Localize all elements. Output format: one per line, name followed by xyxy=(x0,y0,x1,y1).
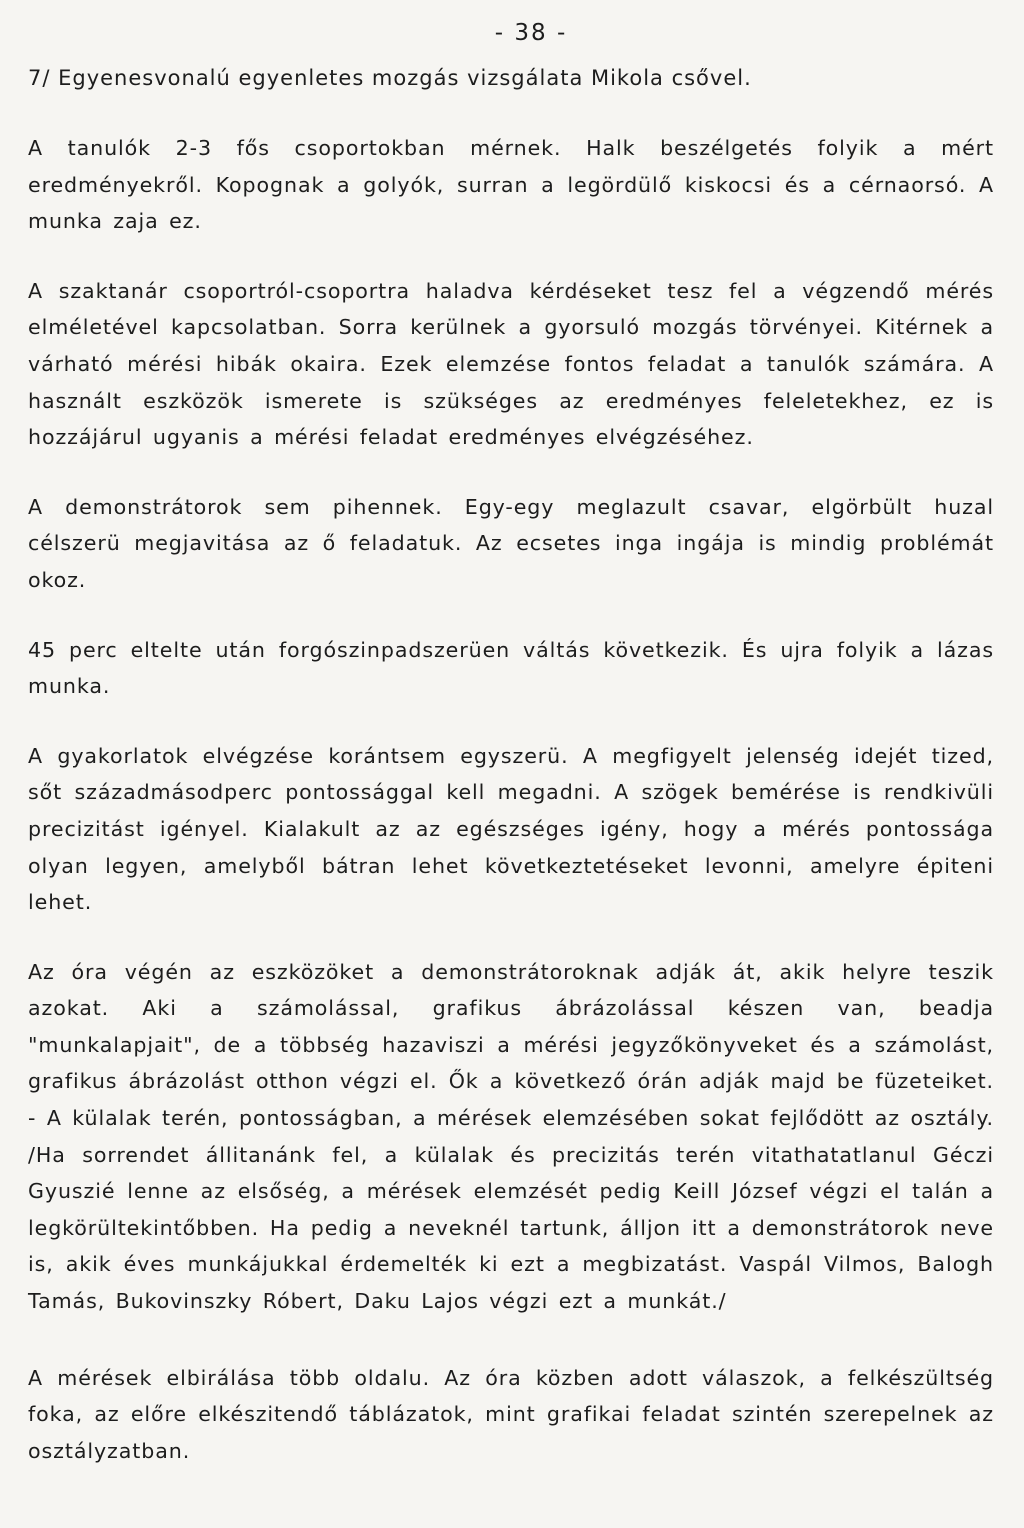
paragraph-3: A demonstrátorok sem pihennek. Egy-egy meglazult csavar, elgörbült huzal célszerü megjavitása az ő feladatuk. Az ecsetes inga ingája is mindig problémát okoz. xyxy=(28,494,994,592)
section-heading: 7/ Egyenesvonalú egyenletes mozgás vizsgálata Mikola csővel. xyxy=(28,66,752,90)
page-number: - 38 - xyxy=(494,20,568,46)
document-page xyxy=(28,20,994,1502)
paragraph-5: A gyakorlatok elvégzése korántsem egyszerü. A megfigyelt jelenség idejét tized, sőt századmásodperc pontossággal kell megadni. A szögek bemérése is rendkivüli precizitást igényel. Kialakult az az egészséges igény, hogy a mérés pontossága olyan legyen, amelyből bátran lehet következtetéseket levonni, amelyre épiteni lehet. xyxy=(28,743,994,915)
paragraph-7: A mérések elbirálása több oldalu. Az óra közben adott válaszok, a felkészültség foka, az előre elkészitendő táblázatok, mint grafikai feladat szintén szerepelnek az osztályzatban. xyxy=(28,1365,994,1463)
paragraph-1: A tanulók 2-3 fős csoportokban mérnek. Halk beszélgetés folyik a mért eredményekről. Kopognak a golyók, surran a legördülő kiskocsi és a cérnaorsó. A munka zaja ez. xyxy=(28,136,994,234)
paragraph-2: A szaktanár csoportról-csoportra haladva kérdéseket tesz fel a végzendő mérés elméletével kapcsolatban. Sorra kerülnek a gyorsuló mozgás törvényei. Kitérnek a várható mérési hibák okaira. Ezek elemzése fontos feladat a tanulók számára. A használt eszközök ismerete is szükséges az eredményes feleletekhez, ez is hozzájárul ugyanis a mérési feladat eredményes elvégzéséhez. xyxy=(28,278,994,450)
paragraph-6: Az óra végén az eszközöket a demonstrátoroknak adják át, akik helyre teszik azokat. Aki a számolással, grafikus ábrázolással készen van, beadja "munkalapjait", de a többség hazaviszi a mérési jegyzőkönyveket és a számolást, grafikus ábrázolást otthon végzi el. Ők a következő órán adják majd be füzeteiket. - A külalak terén, pontosságban, a mérések elemzésében sokat fejlődött az osztály. /Ha sorrendet állitanánk fel, a külalak és precizitás terén vitathatatlanul Géczi Gyuszié lenne az elsőség, a mérések elemzését pedig Keill József végzi el talán a legkörültekintőbben. Ha pedig a neveknél tartunk, álljon itt a demonstrátorok neve is, akik éves munkájukkal érdemelték ki ezt a megbizatást. Vaspál Vilmos, Balogh Tamás, Bukovinszky Róbert, Daku Lajos végzi ezt a munkát./ xyxy=(28,959,994,1314)
paragraph-4: 45 perc eltelte után forgószinpadszerüen váltás következik. És ujra folyik a lázas munka. xyxy=(28,637,994,699)
